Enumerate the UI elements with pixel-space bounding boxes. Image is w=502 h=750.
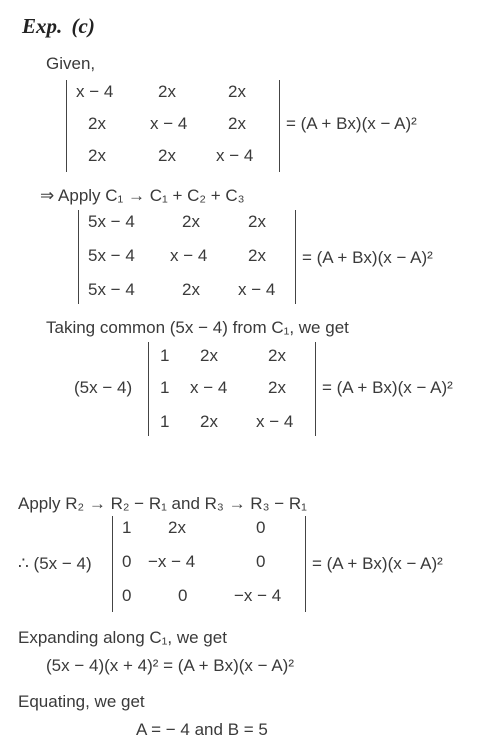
matrix-cell: 2x: [158, 146, 176, 165]
matrix-cell: x − 4: [216, 146, 254, 165]
expanded-equation: (5x − 4)(x + 4)² = (A + Bx)(x − A)²: [46, 656, 294, 675]
matrix-cell: 2x: [158, 82, 176, 101]
matrix-cell: x − 4: [190, 378, 228, 397]
determinant-3: [148, 342, 316, 436]
matrix-cell: 2x: [248, 246, 266, 265]
matrix-cell: 5x − 4: [88, 212, 135, 231]
determinant-2: [78, 210, 296, 304]
matrix-cell: 5x − 4: [88, 280, 135, 299]
det4-rhs: = (A + Bx)(x − A)²: [312, 554, 443, 573]
step-column-operation: ⇒ Apply C₁ → C₁ + C₂ + C₃: [40, 186, 245, 205]
matrix-cell: 0: [122, 586, 132, 605]
matrix-cell: 1: [160, 412, 170, 431]
matrix-cell: 2x: [268, 378, 286, 397]
matrix-cell: 2x: [228, 114, 246, 133]
det3-prefix: (5x − 4): [74, 378, 133, 397]
step-expand: Expanding along C₁, we get: [18, 628, 227, 647]
matrix-cell: x − 4: [150, 114, 188, 133]
det-left-bar: [78, 210, 79, 304]
det4-prefix: ∴ (5x − 4): [18, 554, 92, 573]
matrix-cell: 2x: [248, 212, 266, 231]
matrix-cell: 0: [178, 586, 188, 605]
det1-rhs: = (A + Bx)(x − A)²: [286, 114, 417, 133]
matrix-cell: 1: [160, 346, 170, 365]
matrix-cell: 2x: [182, 280, 200, 299]
matrix-cell: 2x: [200, 346, 218, 365]
step-row-operations: Apply R₂ → R₂ − R₁ and R₃ → R₃ − R₁: [18, 494, 307, 513]
det-left-bar: [148, 342, 149, 436]
det-right-bar: [315, 342, 316, 436]
matrix-cell: −x − 4: [148, 552, 196, 571]
matrix-cell: 2x: [228, 82, 246, 101]
exp-label: Exp.: [22, 14, 63, 38]
matrix-cell: x − 4: [76, 82, 114, 101]
matrix-cell: 2x: [168, 518, 186, 537]
det-right-bar: [305, 516, 306, 612]
given-label: Given,: [46, 54, 96, 73]
det-left-bar: [66, 80, 67, 172]
matrix-cell: 0: [256, 518, 266, 537]
matrix-cell: 2x: [88, 146, 106, 165]
matrix-cell: 2x: [182, 212, 200, 231]
matrix-cell: 5x − 4: [88, 246, 135, 265]
matrix-cell: 1: [122, 518, 132, 537]
matrix-cell: 2x: [268, 346, 286, 365]
matrix-cell: x − 4: [238, 280, 276, 299]
det-right-bar: [295, 210, 296, 304]
matrix-cell: 2x: [200, 412, 218, 431]
matrix-cell: x − 4: [170, 246, 208, 265]
determinant-1: [66, 80, 280, 172]
det-right-bar: [279, 80, 280, 172]
answer-option: (c): [71, 14, 95, 38]
determinant-4: [112, 516, 306, 612]
matrix-cell: 0: [256, 552, 266, 571]
step-take-common: Taking common (5x − 4) from C₁, we get: [46, 318, 349, 337]
det3-rhs: = (A + Bx)(x − A)²: [322, 378, 453, 397]
matrix-cell: 1: [160, 378, 170, 397]
solution-heading: [22, 14, 95, 39]
matrix-cell: 2x: [88, 114, 106, 133]
det-left-bar: [112, 516, 113, 612]
final-answer: A = − 4 and B = 5: [136, 720, 268, 739]
det2-rhs: = (A + Bx)(x − A)²: [302, 248, 433, 267]
step-equate: Equating, we get: [18, 692, 145, 711]
matrix-cell: −x − 4: [234, 586, 282, 605]
matrix-cell: 0: [122, 552, 132, 571]
matrix-cell: x − 4: [256, 412, 294, 431]
